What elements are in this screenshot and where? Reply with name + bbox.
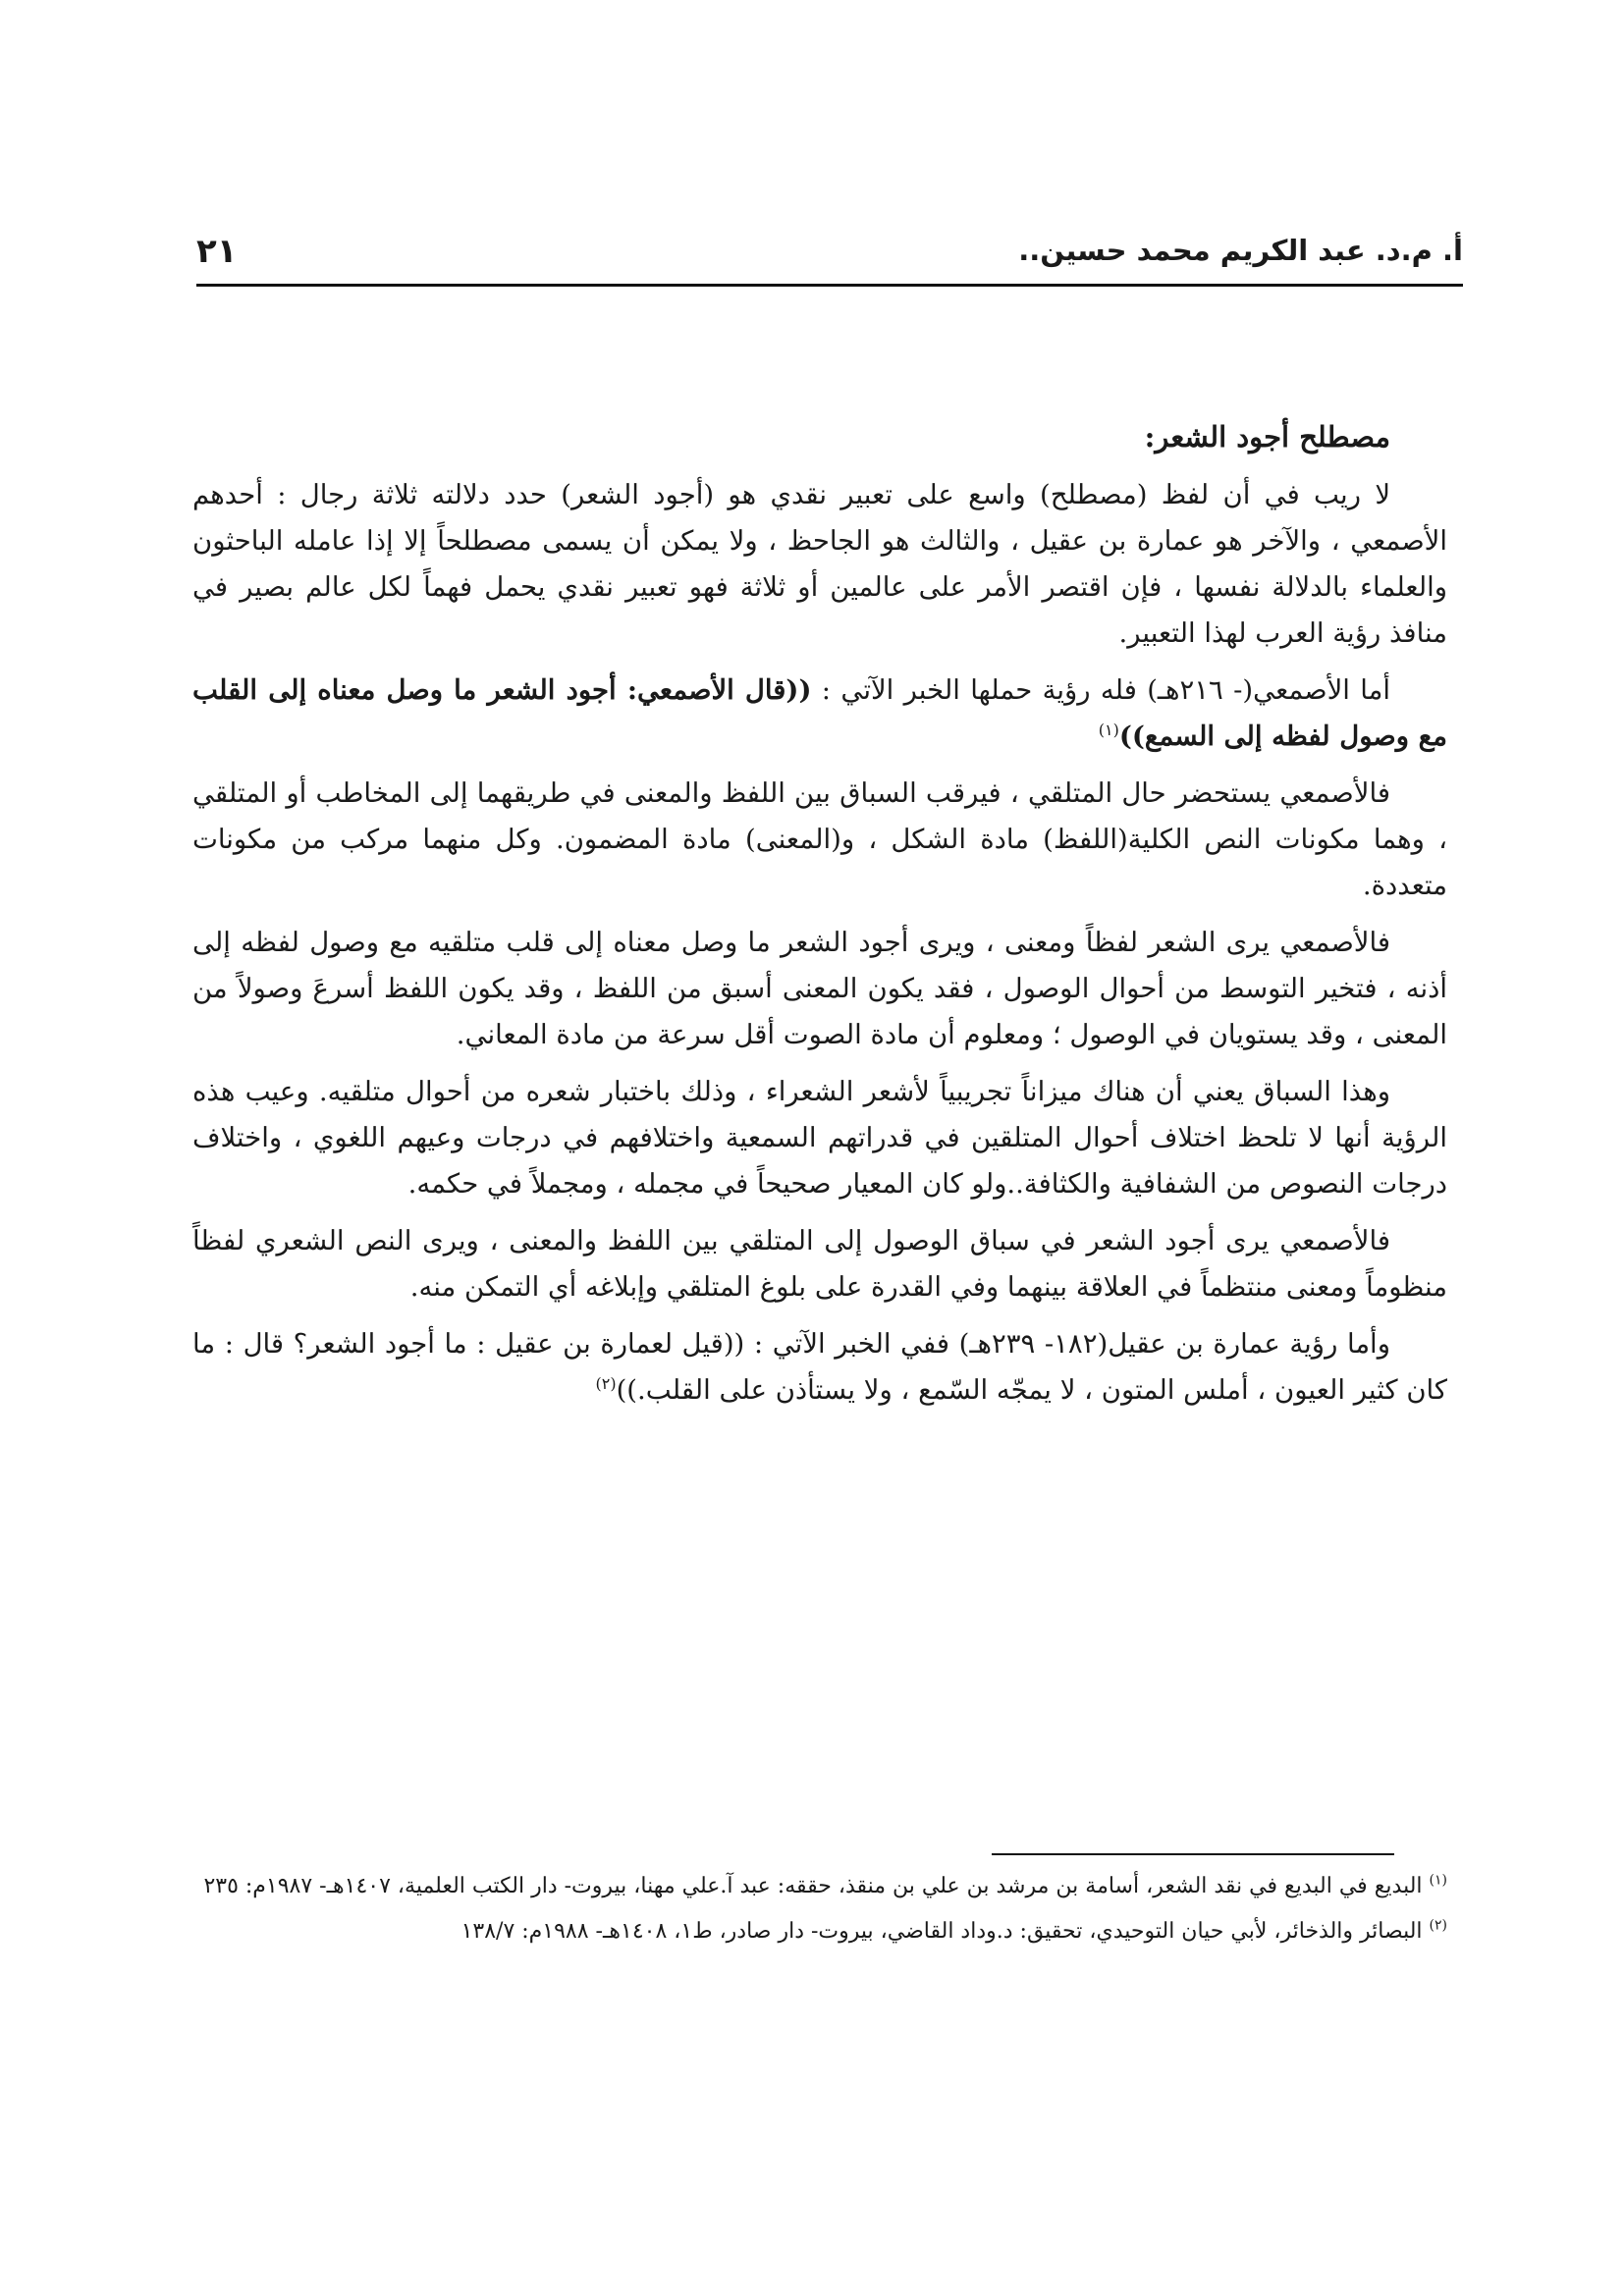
body-text <box>192 414 1447 1424</box>
asmai-quote: ((قال الأصمعي: أجود الشعر ما وصل معناه إلى القلب مع وصول لفظه إلى السمع)) <box>192 674 1447 752</box>
paragraph-3: فالأصمعي يستحضر حال المتلقي ، فيرقب السباق بين اللفظ والمعنى في طريقهما إلى المخاطب أو المتلقي ، وهما مكونات النص الكلية(اللفظ) مادة الشكل ، و(المعنى) مادة المضمون. وكل منهما مركب من مكونات متعددة. <box>192 777 1447 901</box>
paragraph-7-text: وأما رؤية عمارة بن عقيل(١٨٢- ٢٣٩هـ) ففي الخبر الآتي : ((قيل لعمارة بن عقيل : ما أجود الشعر؟ قال : ما كان كثير العيون ، أملس المتون ، لا يمجّه السّمع ، ولا يستأذن على القلب.)) <box>192 1328 1447 1406</box>
footnote-1-text: البديع في البديع في نقد الشعر، أسامة بن مرشد بن علي بن منقذ، حققه: عبد آ.علي مهنا، بيروت- دار الكتب العلمية، ١٤٠٧هـ- ١٩٨٧م: ٢٣٥ <box>203 1874 1423 1898</box>
section-title: مصطلح أجود الشعر: <box>1144 420 1390 454</box>
footnote-2-text: البصائر والذخائر، لأبي حيان التوحيدي، تحقيق: د.وداد القاضي، بيروت- دار صادر، ط١، ١٤٠٨هـ- ١٩٨٨م: ١٣٨/٧ <box>460 1919 1423 1944</box>
header-divider <box>196 284 1463 287</box>
footnote-divider <box>992 1853 1394 1855</box>
footnote-2-number: (٢) <box>1429 1917 1447 1934</box>
paragraph-4: فالأصمعي يرى الشعر لفظاً ومعنى ، ويرى أجود الشعر ما وصل معناه إلى قلب متلقيه مع وصول لفظه إلى أذنه ، فتخير التوسط من أحوال الوصول ، فقد يكون المعنى أسبق من اللفظ ، وقد يكون اللفظ أسرعَ وصولاً من المعنى ، وقد يستويان في الوصول ؛ ومعلوم أن مادة الصوت أقل سرعة من مادة المعاني. <box>192 927 1447 1050</box>
paragraph-2-text: أما الأصمعي(- ٢١٦هـ) فله رؤية حملها الخبر الآتي : <box>811 674 1390 706</box>
paragraph-7 <box>192 1321 1447 1414</box>
footnote-2 <box>192 1912 1447 1951</box>
running-header-author: أ. م.د. عبد الكريم محمد حسين.. <box>1018 234 1463 267</box>
page-number: ٢١ <box>196 232 238 271</box>
paragraph-1: لا ريب في أن لفظ (مصطلح) واسع على تعبير نقدي هو (أجود الشعر) حدد دلالته ثلاثة رجال : أحدهم الأصمعي ، والآخر هو عمارة بن عقيل ، والثالث هو الجاحظ ، ولا يمكن أن يسمى مصطلحاً إلا إذا عامله الباحثون والعلماء بالدلالة نفسها ، فإن اقتصر الأمر على عالمين أو ثلاثة فهو تعبير نقدي يحمل فهماً لكل عالم بصير في منافذ رؤية العرب لهذا التعبير. <box>192 479 1447 649</box>
footnote-ref-2: (٢) <box>595 1373 617 1393</box>
footnotes <box>192 1867 1447 1957</box>
footnote-ref-1: (١) <box>1098 720 1119 739</box>
paragraph-6: فالأصمعي يرى أجود الشعر في سباق الوصول إلى المتلقي بين اللفظ والمعنى ، ويرى النص الشعري لفظاً منظوماً ومعنى منتظماً في العلاقة بينهما وفي القدرة على بلوغ المتلقي وإبلاغه أي التمكن منه. <box>192 1225 1447 1303</box>
paragraph-2 <box>192 667 1447 760</box>
footnote-1 <box>192 1867 1447 1906</box>
footnote-1-number: (١) <box>1429 1872 1447 1889</box>
page-header <box>196 234 1463 273</box>
paragraph-5: وهذا السباق يعني أن هناك ميزاناً تجريبياً لأشعر الشعراء ، وذلك باختبار شعره من أحوال متلقيه. وعيب هذه الرؤية أنها لا تلحظ اختلاف أحوال المتلقين في قدراتهم السمعية واختلافهم في درجات وعيهم اللغوي ، واختلاف درجات النصوص من الشفافية والكثافة..ولو كان المعيار صحيحاً في مجمله ، ومجملاً في حكمه. <box>192 1076 1447 1200</box>
